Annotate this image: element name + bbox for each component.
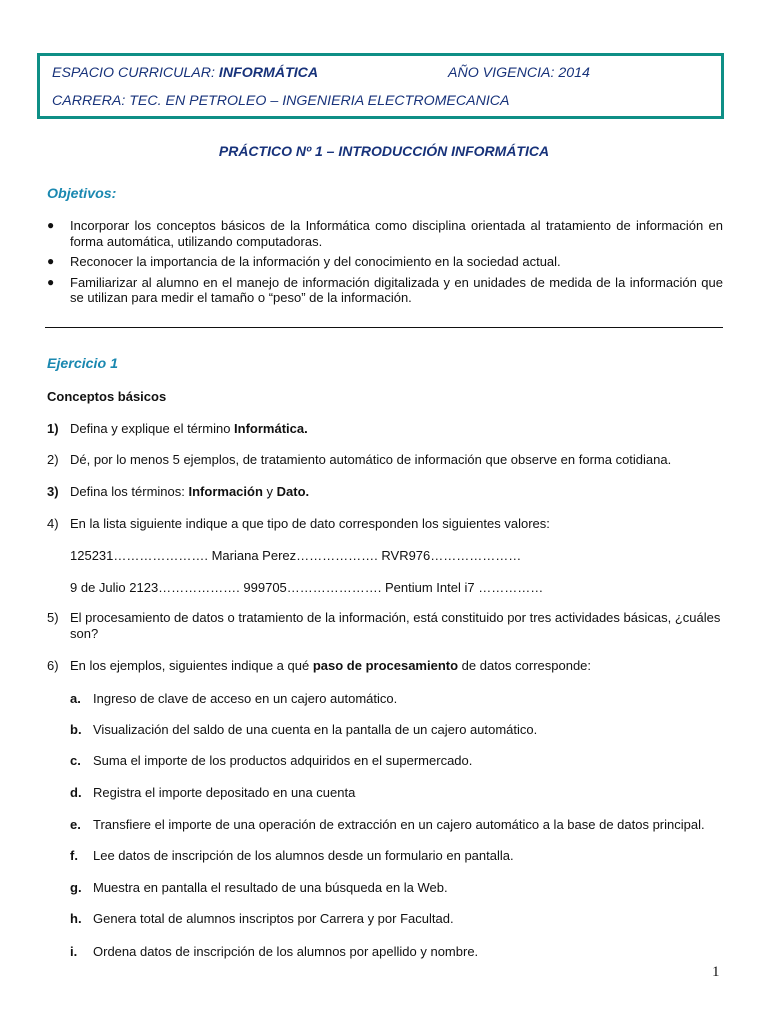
objective-item: ● Reconocer la importancia de la información y del conocimiento en la sociedad actual. <box>47 254 561 269</box>
question-number: 1) <box>47 421 59 436</box>
bullet-icon: ● <box>47 254 55 268</box>
question-number: 4) <box>47 516 59 531</box>
document-page: ESPACIO CURRICULAR: INFORMÁTICA AÑO VIGENCIA: 2014 CARRERA: TEC. EN PETROLEO – INGENIERIA ELECTROMECANICA PRÁCTICO Nº 1 – INTRODUCCIÓN INFORMÁTICA Objetivos: ● Incorporar los conceptos básicos de la Informática como disciplina orientada al tratamiento de información en forma automática, utilizando computadoras. ● Reconocer la importancia de la información y del conocimiento en la sociedad actual. ● Familiarizar al alumno en el manejo de información digitalizada y en unidades de medida de la información que se utilizan para medir el tamaño o “peso” de la información. Ejercicio 1 Conceptos básicos 1) Defina y explique el término Informática. 2) Dé, por lo menos 5 ejemplos, de tratamiento automático de información que observe en forma cotidiana. 3) Defina los términos: Información y Dato. 4) En la lista siguiente indique a que tipo de dato corresponden los siguientes valores: 125231…………………. Mariana Perez………………. RVR976………………… 9 de Julio 2123………………. 999705…………………. Pentium Intel i7 …………… 5) El procesamiento de datos o tratamiento de la información, está constituido por tres actividades básicas, ¿cuáles son? 6) En los ejemplos, siguientes indique a qué paso de procesamiento de datos corresponde: a. Ingreso de clave de acceso en un cajero automático. b. Visualización del saldo de una cuenta en la pantalla de un cajero automático. c. Suma el importe de los productos adquiridos en el supermercado. d. Registra el importe depositado en una cuenta e. Transfiere el importe de una operación de extracción en un cajero automático a la base de datos principal. f. Lee datos de inscripción de los alumnos desde un formulario en pantalla. g. Muestra en pantalla el resultado de una búsqueda en la Web. h. Genera total de alumnos inscriptos por Carrera y por Facultad. i. Ordena datos de inscripción de los alumnos por apellido y nombre. 1 <box>0 0 768 1024</box>
section-divider <box>45 327 723 328</box>
header-career: CARRERA: TEC. EN PETROLEO – INGENIERIA ELECTROMECANICA <box>52 93 510 109</box>
bullet-icon: ● <box>47 274 55 289</box>
exercise-subheading: Conceptos básicos <box>47 389 167 404</box>
objectives-list <box>47 218 723 311</box>
question-number: 3) <box>47 484 59 499</box>
objectives-heading: Objetivos: <box>47 186 117 202</box>
objective-item: ● Familiarizar al alumno en el manejo de información digitalizada y en unidades de medida de la información que se utilizan para medir el tamaño o “peso” de la información. <box>47 274 723 305</box>
page-title: PRÁCTICO Nº 1 – INTRODUCCIÓN INFORMÁTICA <box>218 143 550 159</box>
question-number: 5) <box>47 610 59 625</box>
bullet-icon: ● <box>47 218 55 232</box>
header-year: AÑO VIGENCIA: 2014 <box>448 65 590 81</box>
page-number: 1 <box>712 964 720 980</box>
values-row-1: 125231…………………. Mariana Perez………………. RVR976………………… <box>70 548 522 563</box>
header-course: ESPACIO CURRICULAR: INFORMÁTICA <box>52 65 319 81</box>
course-name: INFORMÁTICA <box>218 65 319 81</box>
values-row-2: 9 de Julio 2123………………. 999705…………………. Pentium Intel i7 …………… <box>70 580 544 595</box>
question-number: 6) <box>47 658 59 673</box>
exercise-heading: Ejercicio 1 <box>47 356 118 372</box>
objective-item: ● Incorporar los conceptos básicos de la Informática como disciplina orientada al tratamiento de información en forma automática, utilizando computadoras. <box>47 218 723 249</box>
question-number: 2) <box>47 452 59 467</box>
header-box <box>37 53 724 119</box>
